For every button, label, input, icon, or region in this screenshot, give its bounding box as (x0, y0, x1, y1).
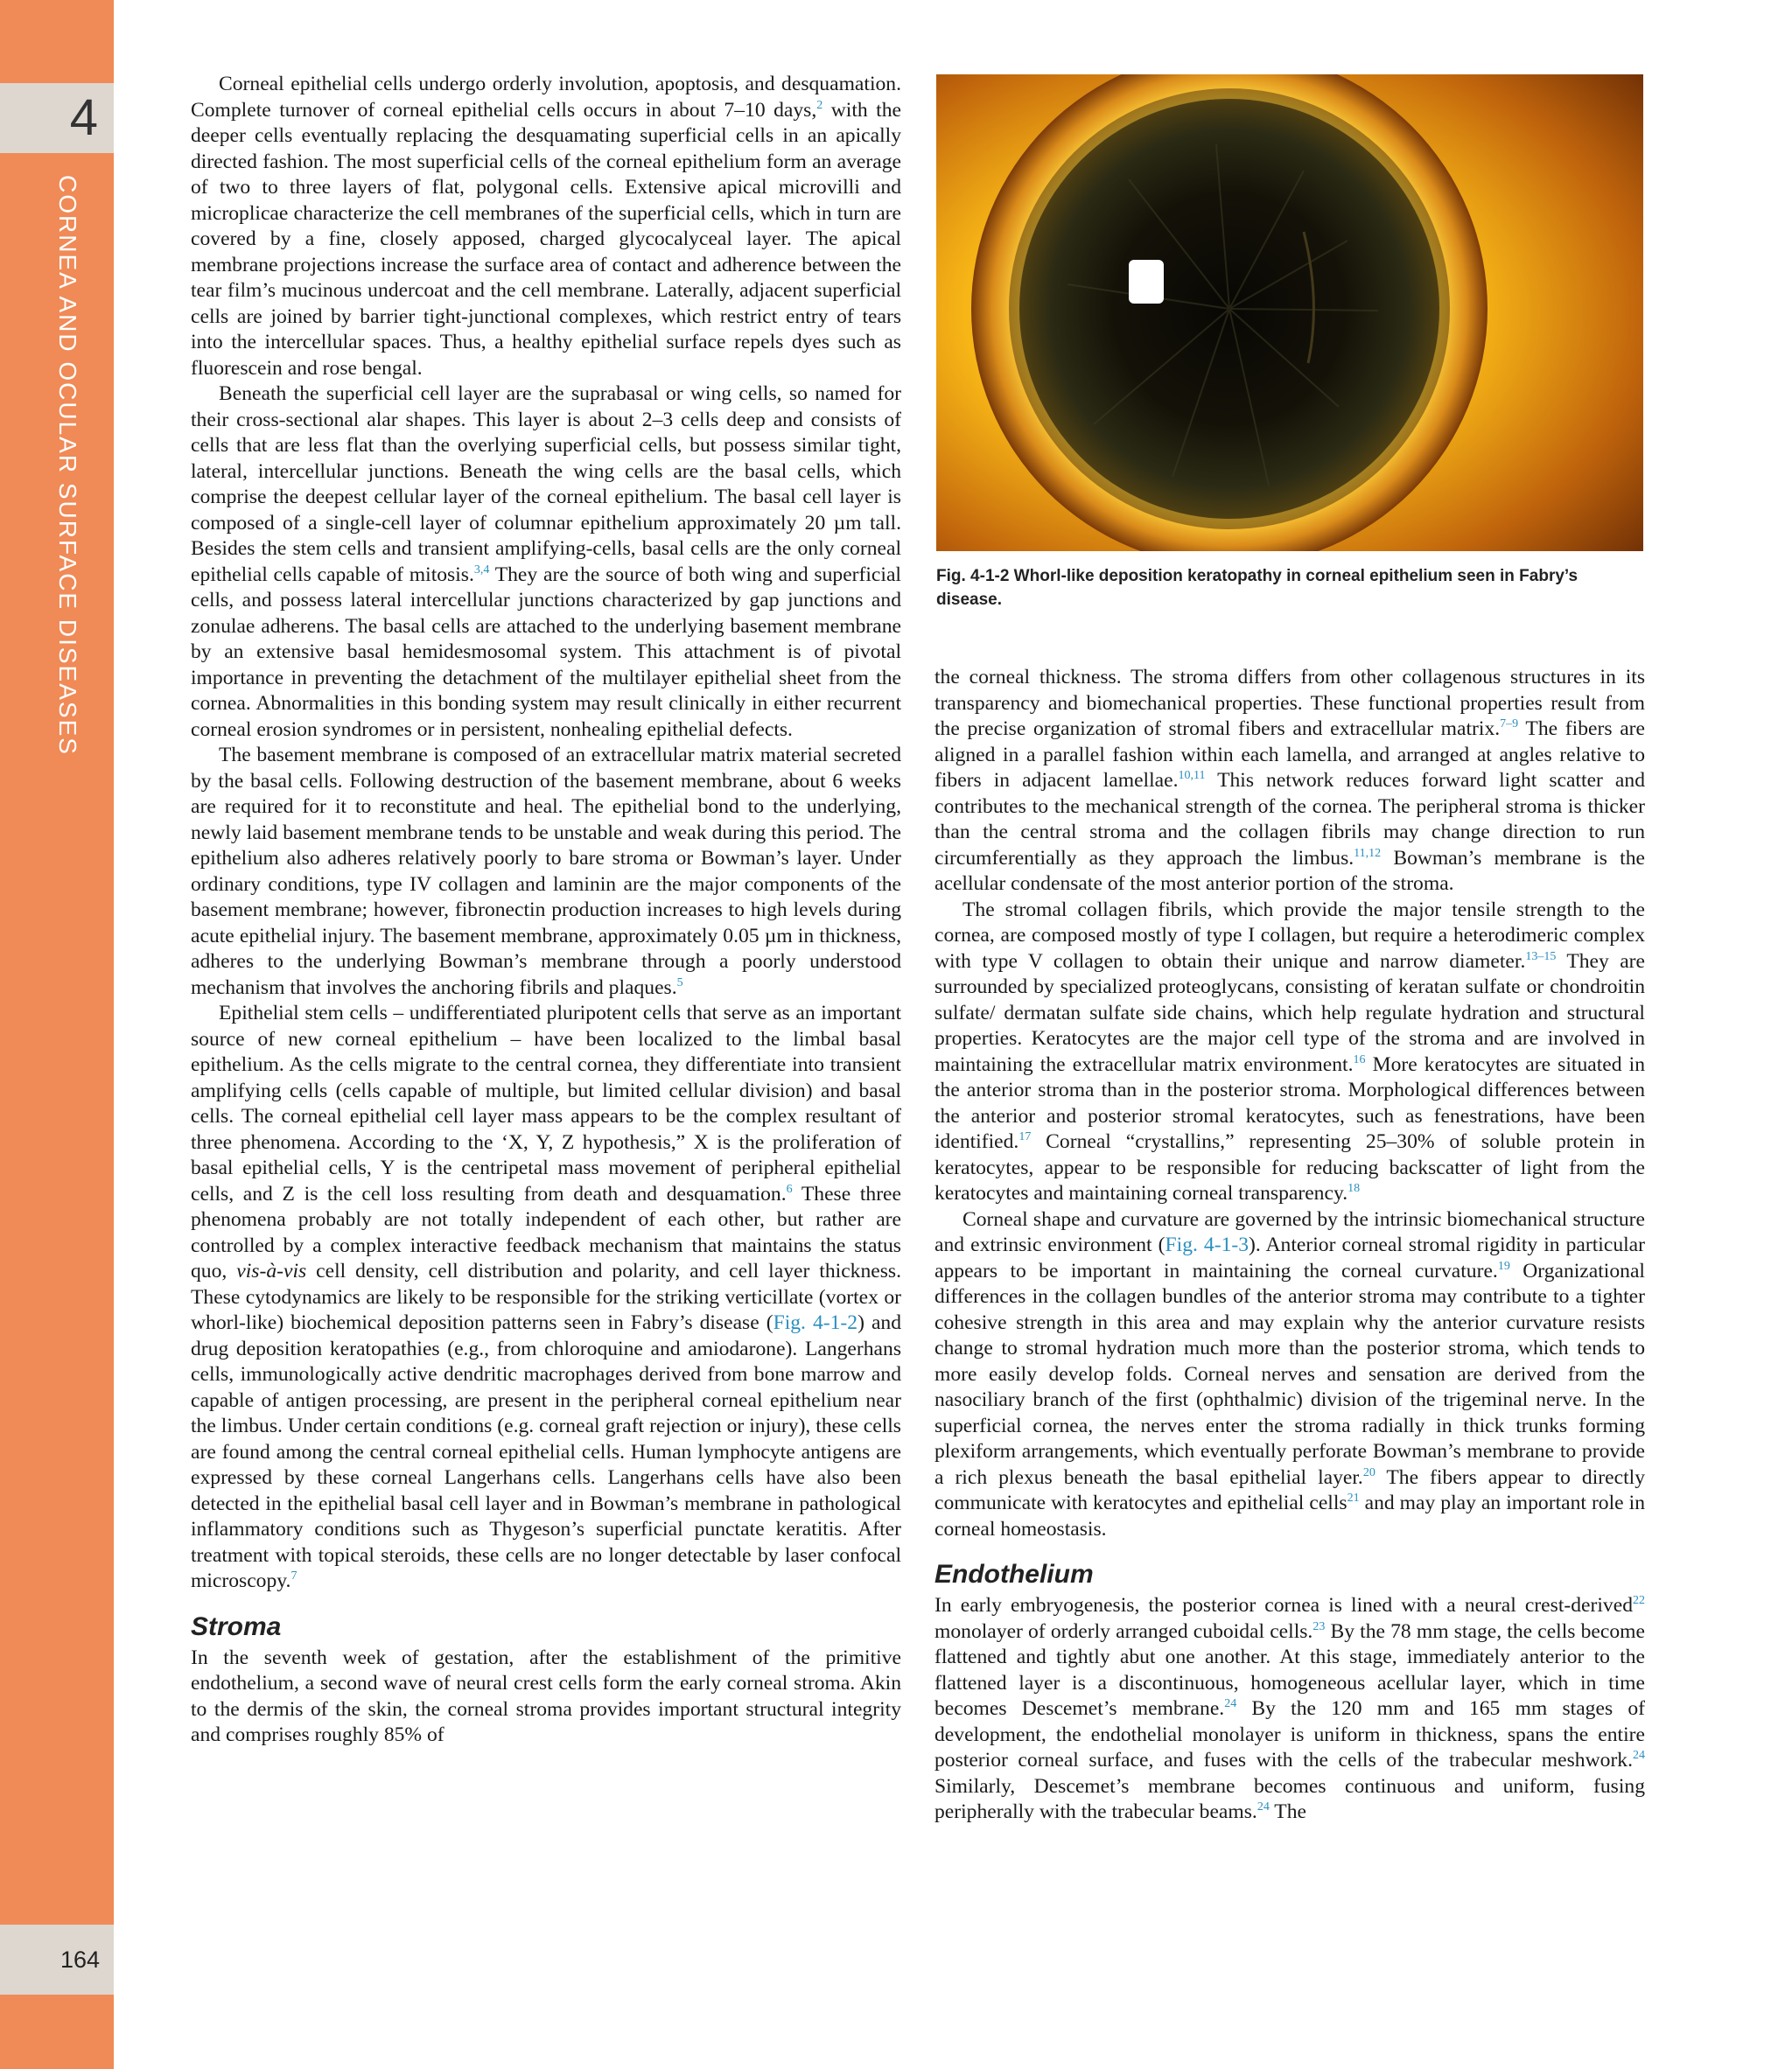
right-text-column (934, 665, 1645, 1826)
text-run: The fibers are aligned in a parallel fashion within each lamella, and arranged at angles relative to fibers in adjacent lamellae. (934, 717, 1645, 792)
citation-link[interactable]: 20 (1362, 1465, 1376, 1479)
figure-link[interactable]: Fig. 4-1-2 (773, 1311, 858, 1334)
text-run: More keratocytes are situated in the anterior stroma than in the posterior stroma. Morphological differences between the anterior and posterior stromal keratocytes, such as fenestrations, have been identified. (934, 1052, 1645, 1153)
citation-link[interactable]: 21 (1347, 1492, 1360, 1505)
paragraph (934, 898, 1645, 1207)
text-run: monolayer of orderly arranged cuboidal cells. (934, 1619, 1313, 1643)
text-run: By the 120 mm and 165 mm stages of development, the endothelial monolayer is uniform in thickness, spans the entire posterior corneal surface, and fuses with the cells of the trabecular meshwork. (934, 1697, 1645, 1772)
text-run: ). Anterior corneal stromal rigidity in particular appears to be important in maintaining the corneal curvature. (934, 1234, 1646, 1283)
citation-link[interactable]: 18 (1348, 1182, 1361, 1195)
text-run: ) and drug deposition keratopathies (e.g., from chloroquine and amiodarone). Langerhans cells, immunologically active dendritic macrophages derived from bone marrow and capable of antigen processing, are present in the peripheral corneal epithelium near the limbus. Under certain conditions (e.g. corneal graft rejection or injury), these cells are found among the central corneal epithelial cells. Human lymphocyte antigens are expressed by these corneal Langerhans cells. Langerhans cells have also been detected in the epithelial basal cell layer and in Bowman’s membrane in pathological inflammatory conditions such as Thygeson’s superficial punctate keratitis. After treatment with topical steroids, these cells are no longer detectable by laser confocal microscopy. (191, 1311, 902, 1592)
paragraph (191, 381, 901, 743)
text-run: By the 78 mm stage, the cells become flattened and tightly abut one another. At this stage, immediately anterior to the flattened layer is a discontinuous, homogeneous acellular layer, which in time becomes Descemet’s membrane. (934, 1619, 1645, 1720)
citation-link[interactable]: 6 (786, 1182, 793, 1196)
text-run: Similarly, Descemet’s membrane becomes continuous and uniform, fusing peripherally with the trabecular beams. (934, 1774, 1645, 1823)
chapter-number: 4 (0, 83, 114, 153)
citation-link[interactable]: 7–9 (1500, 717, 1519, 730)
text-run: Bowman’s membrane is the acellular condensate of the most anterior portion of the stroma. (934, 846, 1646, 895)
page-number: 164 (0, 1925, 114, 1995)
text-run: The (1269, 1800, 1306, 1823)
paragraph (934, 665, 1645, 898)
text-run: The basement membrane is composed of an extracellular matrix material secreted by the basal cells. Following destruction of the basement membrane, about 6 weeks are required for it to reconstitute and heal. The epithelial bond to the underlying, newly laid basement membrane tends to be unstable and weak during this period. The epithelium also adheres relatively poorly to bare stroma or Bowman’s layer. Under ordinary conditions, type IV collagen and laminin are the major components of the basement membrane; however, fibronectin production increases to high levels during acute epithelial injury. The basement membrane, approximately 0.05 µm in thickness, adheres to the underlying Bowman’s membrane through a poorly understood mechanism that involves the anchoring fibrils and plaques. (191, 744, 901, 999)
citation-link[interactable]: 2 (816, 98, 823, 112)
text-run: Corneal epithelial cells undergo orderly involution, apoptosis, and desquamation. Complete turnover of corneal epithelial cells occurs in about 7–10 days, (191, 73, 901, 122)
citation-link[interactable]: 24 (1224, 1697, 1237, 1710)
paragraph: In the seventh week of gestation, after the establishment of the primitive endothelium, a second wave of neural crest cells form the early corneal stroma. Akin to the dermis of the skin, the corneal stroma provides important structural integrity and comprises roughly 85% of (191, 1646, 901, 1746)
text-run: They are surrounded by specialized proteoglycans, consisting of keratan sulfate or chondroitin sulfate/ dermatan sulfate side chains, which help regulate hydration and structural properties. Keratocytes are the major cell type of the stroma and are involved in maintaining the extracellular matrix environment. (934, 949, 1645, 1076)
section-heading-stroma: Stroma (191, 1611, 282, 1641)
section-heading-endothelium: Endothelium (934, 1560, 1094, 1589)
citation-link[interactable]: 22 (1633, 1594, 1645, 1607)
paragraph (191, 1001, 901, 1595)
text-run: In early embryogenesis, the posterior cornea is lined with a neural crest-derived (934, 1594, 1633, 1617)
eye-photo-illustration (936, 74, 1643, 551)
chapter-title: CORNEA AND OCULAR SURFACE DISEASES (54, 175, 81, 756)
text-run: Beneath the superficial cell layer are the suprabasal or wing cells, so named for their cross-sectional alar shapes. This layer is about 2–3 cells deep and consists of cells that are less flat than the overlying superficial cells, but possess similar tight, lateral, intercellular junctions. Beneath the wing cells are the basal cells, which comprise the deepest cellular layer of the corneal epithelium. The basal cell layer is composed of a single-cell layer of columnar epithelium approximately 20 µm tall. Besides the stem cells and transient amplifying-cells, basal cells are the only corneal epithelial cells capable of mitosis. (191, 382, 901, 586)
text-run: The fibers appear to directly communicate with keratocytes and epithelial cells (934, 1465, 1645, 1514)
text-run: the corneal thickness. The stroma differs from other collagenous structures in its transparency and biomechanical properties. These functional properties result from the precise organization of stromal fibers and extracellular matrix. (934, 666, 1645, 740)
figure-eye-photo (936, 74, 1643, 551)
figure-link[interactable]: Fig. 4-1-3 (1165, 1234, 1250, 1256)
citation-link[interactable]: 10,11 (1178, 769, 1206, 782)
citation-link[interactable]: 17 (1018, 1130, 1032, 1143)
citation-link[interactable]: 24 (1256, 1800, 1270, 1814)
text-run: Organizational differences in the collagen bundles of the anterior stroma may contribute to a tighter cohesive strength in this area and may explain why the anterior curvature resists change to stromal hydration much more than the posterior stroma, which tends to more easily develop folds. Corneal nerves and sensation are derived from the nasociliary branch of the first (ophthalmic) division of the trigeminal nerve. In the superficial cornea, the nerves enter the stroma radially in thick trunks forming plexiform arrangements, which eventually perforate Bowman’s membrane to provide a rich plexus beneath the basal epithelial layer. (934, 1259, 1645, 1489)
citation-link[interactable]: 11,12 (1354, 846, 1382, 860)
paragraph (191, 743, 901, 1001)
paragraph (934, 1207, 1645, 1543)
text-run: Epithelial stem cells – undifferentiated pluripotent cells that serve as an important source of new corneal epithelium – have been localized to the limbal basal epithelium. As the cells migrate to the central cornea, they differentiate into transient amplifying cells (cells capable of multiple, but limited cellular division) and basal cells. The corneal epithelial cell layer mass appears to be the complex resultant of three phenomena. According to the ‘X, Y, Z hypothesis,” X is the proliferation of basal epithelial cells, Y is the centripetal mass movement of peripheral epithelial cells, and Z is the cell loss resulting from death and desquamation. (191, 1002, 901, 1206)
citation-link[interactable]: 24 (1633, 1749, 1645, 1762)
italic-term: vis-à-vis (236, 1260, 307, 1283)
citation-link[interactable]: 16 (1353, 1052, 1366, 1066)
text-run: Corneal shape and curvature are governed by the intrinsic biomechanical structure and extrinsic environment ( (934, 1207, 1645, 1256)
text-run: Corneal “crystallins,” representing 25–30% of soluble protein in keratocytes, appear to be responsible for reducing backscatter of light from the keratocytes and maintaining corneal transparency. (934, 1130, 1645, 1205)
paragraph (934, 1593, 1645, 1826)
paragraph (191, 72, 901, 381)
citation-link[interactable]: 13–15 (1525, 949, 1557, 963)
citation-link[interactable]: 7 (290, 1569, 298, 1583)
figure-caption: Fig. 4-1-2 Whorl-like deposition keratopathy in corneal epithelium seen in Fabry’s disease. (936, 567, 1578, 609)
citation-link[interactable]: 3,4 (473, 563, 490, 577)
text-run: This network reduces forward light scatter and contributes to the mechanical strength of the cornea. The peripheral stroma is thicker than the central stroma and the collagen fibrils may change direction to run circumferentially as they approach the limbus. (934, 769, 1645, 870)
citation-link[interactable]: 23 (1312, 1619, 1326, 1633)
text-run: These three phenomena probably are not totally independent of each other, but rather are controlled by a complex interactive feedback mechanism that maintains the status quo, (191, 1182, 902, 1283)
text-run: with the deeper cells eventually replacing the desquamating superficial cells in an apically directed fashion. The most superficial cells of the corneal epithelium form an average of two to three layers of flat, polygonal cells. Extensive apical microvilli and microplicae characterize the cell membranes of the superficial cells, which in turn are covered by a fine, closely apposed, charged glycocalyceal layer. The apical membrane projections increase the surface area of contact and adherence between the tear film’s mucinous undercoat and the cell membrane. Laterally, adjacent superficial cells are joined by barrier tight-junctional complexes, which restrict entry of tears into the intercellular spaces. Thus, a healthy epithelial surface repels dyes such as fluorescein and rose bengal. (191, 98, 901, 380)
text-run: The stromal collagen fibrils, which provide the major tensile strength to the cornea, are composed mostly of type I collagen, but require a heterodimeric complex with type V collagen to obtain their unique and narrow diameter. (934, 898, 1645, 973)
left-text-column (191, 72, 901, 1749)
text-run: They are the source of both wing and superficial cells, and possess lateral intercellular junctions characterized by gap junctions and zonulae adherens. The basal cells are attached to the underlying basement membrane by an extensive basal hemidesmosomal system. This attachment is of pivotal importance in preventing the detachment of the multilayer epithelial sheet from the cornea. Abnormalities in this bonding system may result clinically in either recurrent corneal erosion syndromes or in persistent, nonhealing epithelial defects. (191, 563, 901, 741)
text-run: cell density, cell distribution and polarity, and cell layer thickness. These cytodynamics are likely to be responsible for the striking verticillate (vortex or whorl-like) biochemical deposition patterns seen in Fabry’s disease ( (191, 1260, 901, 1334)
citation-link[interactable]: 5 (676, 975, 683, 989)
citation-link[interactable]: 19 (1497, 1259, 1510, 1273)
light-reflex (1129, 260, 1164, 304)
text-run: and may play an important role in corneal homeostasis. (934, 1492, 1645, 1541)
